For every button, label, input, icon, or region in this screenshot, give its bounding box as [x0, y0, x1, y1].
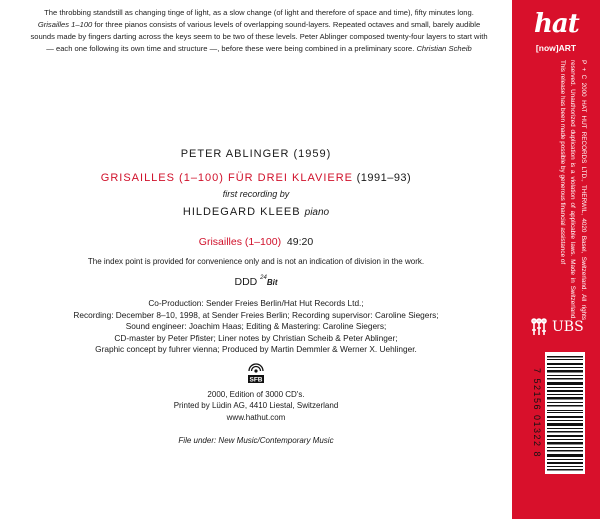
barcode-icon	[545, 352, 585, 474]
liner-notes: The throbbing standstill as changing tinge of light, as a slow change (of light and therefore of space and time), fifty minutes long. Grisailles 1–100 for three pianos consists of various levels of overlapping sound-layers. Repeated octaves and small, barely audible sounds made by fingers darting across the keys seem to be two of these levels. Peter Ablinger composed twenty-four layers to start with — each one following its own time and structure —, before these were being combined in a preliminary score. Christian Scheib	[30, 8, 488, 53]
index-note: The index point is provided for convenience only and is not an indication of division in the work.	[87, 257, 425, 266]
credit-line: Recording: December 8–10, 1998, at Sender Freies Berlin; Recording supervisor: Caroline Siegers;	[73, 309, 439, 320]
printer-line: Printed by Lüdin AG, 4410 Liestal, Switzerland	[173, 401, 339, 411]
work-years: (1991–93)	[356, 172, 412, 184]
track-duration: 49:20	[286, 236, 314, 248]
edition-info	[0, 389, 512, 423]
edition-line: 2000, Edition of 3000 CD's.	[207, 390, 305, 399]
composer-heading: PETER ABLINGER (1959)	[180, 148, 332, 160]
track-title: Grisailles (1–100)	[198, 236, 282, 248]
performer	[0, 206, 512, 218]
credit-line: CD-master by Peter Pfister; Liner notes by Christian Scheib & Peter Ablinger;	[114, 332, 398, 343]
hat-logo: hat	[534, 9, 579, 39]
work-title-text: GRISAILLES (1–100) FÜR DREI KLAVIERE	[100, 172, 353, 184]
production-credits	[0, 298, 512, 356]
track-listing	[0, 236, 512, 248]
credit-line: Graphic concept by fuhrer vienna; Produced by Martin Demmler & Werner X. Uehlinger.	[95, 344, 417, 354]
ubs-keys-icon	[529, 317, 549, 337]
format-bits-number: 24	[260, 275, 267, 281]
legal-text: P + C 2000 HAT HUT RECORDS LTD., THERWIL, 4020 Basel, Switzerland. All rights reserved. Unauthorized duplication is a violation of applicable laws. Made in Switzerland. This release has been made possible by generous financial assistance of	[559, 60, 587, 320]
ubs-sponsor-logo	[529, 317, 589, 337]
barcode-number: 7 52156 01322 8	[532, 367, 542, 459]
performer-instrument: piano	[304, 207, 330, 218]
sfb-logo-icon	[247, 362, 265, 384]
liner-notes-author: Christian Scheib	[416, 44, 472, 53]
website-link[interactable]: www.hathut.com	[226, 412, 286, 422]
svg-text:SFB: SFB	[249, 376, 263, 384]
performer-name: HILDEGARD KLEEB	[182, 206, 301, 218]
work-title	[0, 172, 512, 184]
credit-line: Sound engineer: Joachim Haas; Editing & Mastering: Caroline Siegers;	[125, 321, 387, 331]
format-code	[0, 275, 512, 288]
red-spine	[512, 0, 600, 519]
credit-line: Co-Production: Sender Freies Berlin/Hat Hut Records Ltd.;	[148, 298, 364, 308]
label-name: [now]ART	[535, 43, 577, 53]
format-bits-label: Bit	[266, 278, 278, 287]
first-recording-label: first recording by	[222, 189, 290, 199]
file-under: File under: New Music/Contemporary Music	[178, 436, 334, 445]
format-ddd: DDD	[234, 276, 258, 288]
ubs-text: UBS	[552, 319, 584, 335]
